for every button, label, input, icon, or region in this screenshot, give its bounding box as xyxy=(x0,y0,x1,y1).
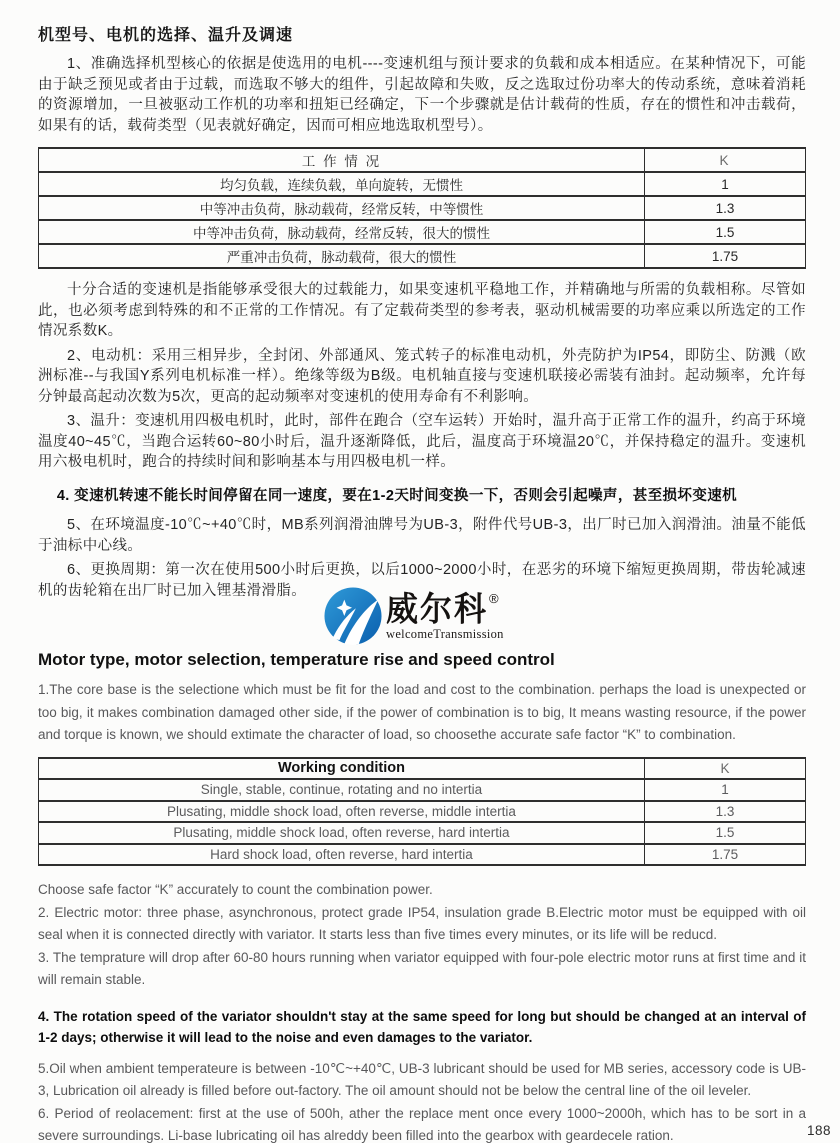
en-condition-cell: Plusating, middle shock load, often reverse, middle intertia xyxy=(39,801,645,823)
en-table-header-k: K xyxy=(644,758,805,780)
table-row xyxy=(39,244,806,268)
cn-condition-cell: 均匀负载，连续负载，单向旋转，无惯性 xyxy=(39,172,645,196)
cn-condition-cell: 严重冲击负荷，脉动载荷，很大的惯性 xyxy=(39,244,645,268)
registered-trademark-icon: ® xyxy=(489,591,499,606)
cn-table-header-k: K xyxy=(644,148,805,172)
en-paragraph-5-bold: 4. The rotation speed of the variator shouldn't stay at the same speed for long but should be changed at an interval of 1-2 days; otherwise it will lead to the noise and even damages to the variator. xyxy=(38,1008,806,1045)
en-k-cell: 1 xyxy=(644,779,805,801)
table-row xyxy=(39,779,806,801)
brand-name-en: welcomeTransmission xyxy=(386,627,504,641)
en-paragraph-1: 1.The core base is the selectione which must be fit for the load and cost to the combination. perhaps the load is unexpected or too big, it makes combination damaged other side, if the power of combination is to big, It means wasting resource, if the power and torque is known, we should extimate the character of load, so choosethe accurate safe factor “K” to combination. xyxy=(38,682,806,742)
en-condition-cell: Single, stable, continue, rotating and no intertia xyxy=(39,779,645,801)
en-paragraph-7: 6. Period of reolacement: first at the use of 500h, ather the replace ment once every 1000~2000h, which has to be sort in a severe surroundings. Li-base lubricating oil has alreddy been filled into the gearbox with geardecele ration. xyxy=(38,1105,806,1143)
en-paragraph-6: 5.Oil when ambient temperateure is between -10℃~+40℃, UB-3 lubricant should be used for MB series, accessory code is UB-3, Lubrication oil already is filled before out-factory. The oil amount should not be below the central line of the oil leveler. xyxy=(38,1060,806,1098)
brand-logo-text xyxy=(386,590,504,642)
en-condition-cell: Hard shock load, often reverse, hard intertia xyxy=(39,844,645,866)
cn-paragraph-4: 3、温升：变速机用四极电机时，此时，部件在跑合（空车运转）开始时，温升高于正常工作的温升，约高于环境温度40~45℃，当跑合运转60~80小时后，温升逐渐降低，此后，温度高于环境温20℃，并保持稳定的温升。变速机用六极电机时，跑合的持续时间和影响基本与用四极电机一样。 xyxy=(38,413,806,470)
cn-paragraph-5-bold: 4. 变速机转速不能长时间停留在同一速度，要在1-2天时间变换一下，否则会引起噪声，甚至损坏变速机 xyxy=(56,487,738,504)
cn-working-condition-table xyxy=(38,147,806,269)
en-k-cell: 1.75 xyxy=(644,844,805,866)
table-row xyxy=(39,801,806,823)
cn-paragraph-1: 1、准确选择机型核心的依据是使选用的电机----变速机组与预计要求的负载和成本相适应。在某种情况下，可能由于缺乏预见或者由于过载，而选取不够大的组件，引起故障和失败，反之选取过份功率大的传动系统，意味着消耗的资源增加，一旦被驱动工作机的功率和扭矩已经确定，下一个步骤就是估计载荷的性质，存在的惯性和冲击载荷，如果有的话，载荷类型（见表就好确定，因而可相应地选取机型号）。 xyxy=(38,56,806,134)
en-section-heading: Motor type, motor selection, temperature rise and speed control xyxy=(38,650,555,669)
cn-paragraph-7: 6、更换周期：第一次在使用500小时后更换，以后1000~2000小时，在恶劣的环境下缩短更换周期，带齿轮减速机的齿轮箱在出厂时已加入锂基滑滑脂。 xyxy=(38,562,806,599)
cn-table-header-row xyxy=(39,148,806,172)
page-number: 188 xyxy=(806,1123,831,1138)
brand-logo xyxy=(324,587,520,649)
en-paragraph-3: 2. Electric motor: three phase, asynchronous, protect grade IP54, insulation grade B.Electric motor must be equipped with oil seal when it is connected directly with variator. It starts less than five times every minutes, or its life will be reducd. xyxy=(38,904,806,942)
en-k-cell: 1.3 xyxy=(644,801,805,823)
en-working-condition-table xyxy=(38,757,806,867)
cn-paragraph-6: 5、在环境温度-10℃~+40℃时，MB系列润滑油牌号为UB-3，附件代号UB-3，出厂时已加入润滑油。油量不能低于油标中心线。 xyxy=(38,517,806,554)
cn-table-header-condition: 工 作 情 况 xyxy=(39,148,645,172)
table-row xyxy=(39,172,806,196)
cn-paragraph-3: 2、电动机：采用三相异步，全封闭、外部通风、笼式转子的标准电动机，外壳防护为IP54，即防尘、防溅（欧洲标准--与我国Y系列电机标准一样）。绝缘等级为B级。电机轴直接与变速机联接必需装有油封。起动频率，允许每分钟最高起动次数为5次，更高的起动频率对变速机的使用寿命有不利影响。 xyxy=(38,347,806,405)
cn-condition-cell: 中等冲击负荷，脉动载荷，经常反转，中等惯性 xyxy=(39,196,645,220)
en-condition-cell: Plusating, middle shock load, often reverse, hard intertia xyxy=(39,822,645,844)
en-table-header-condition: Working condition xyxy=(39,758,645,780)
cn-paragraph-2: 十分合适的变速机是指能够承受很大的过载能力，如果变速机平稳地工作，并精确地与所需的负载相称。尽管如此，也必须考虑到特殊的和不正常的工作情况。有了定载荷类型的参考表，驱动机械需要的功率应乘以所选定的工作情况系数K。 xyxy=(38,282,806,339)
cn-condition-cell: 中等冲击负荷，脉动载荷，经常反转，很大的惯性 xyxy=(39,220,645,244)
table-row xyxy=(39,844,806,866)
cn-k-cell: 1.5 xyxy=(644,220,805,244)
table-row xyxy=(39,220,806,244)
en-paragraph-2: Choose safe factor “K” accurately to count the combination power. xyxy=(38,882,433,897)
en-k-cell: 1.5 xyxy=(644,822,805,844)
cn-k-cell: 1 xyxy=(644,172,805,196)
table-row xyxy=(39,196,806,220)
brand-name-cn: 威尔科 xyxy=(386,590,489,628)
brand-logo-icon xyxy=(324,587,382,645)
cn-k-cell: 1.3 xyxy=(644,196,805,220)
table-row xyxy=(39,822,806,844)
cn-k-cell: 1.75 xyxy=(644,244,805,268)
en-paragraph-4: 3. The temprature will drop after 60-80 hours running when variator equipped with four-pole electric motor runs at first time and it will remain stable. xyxy=(38,949,806,987)
cn-section-heading: 机型号、电机的选择、温升及调速 xyxy=(38,27,294,44)
en-table-header-row xyxy=(39,758,806,780)
